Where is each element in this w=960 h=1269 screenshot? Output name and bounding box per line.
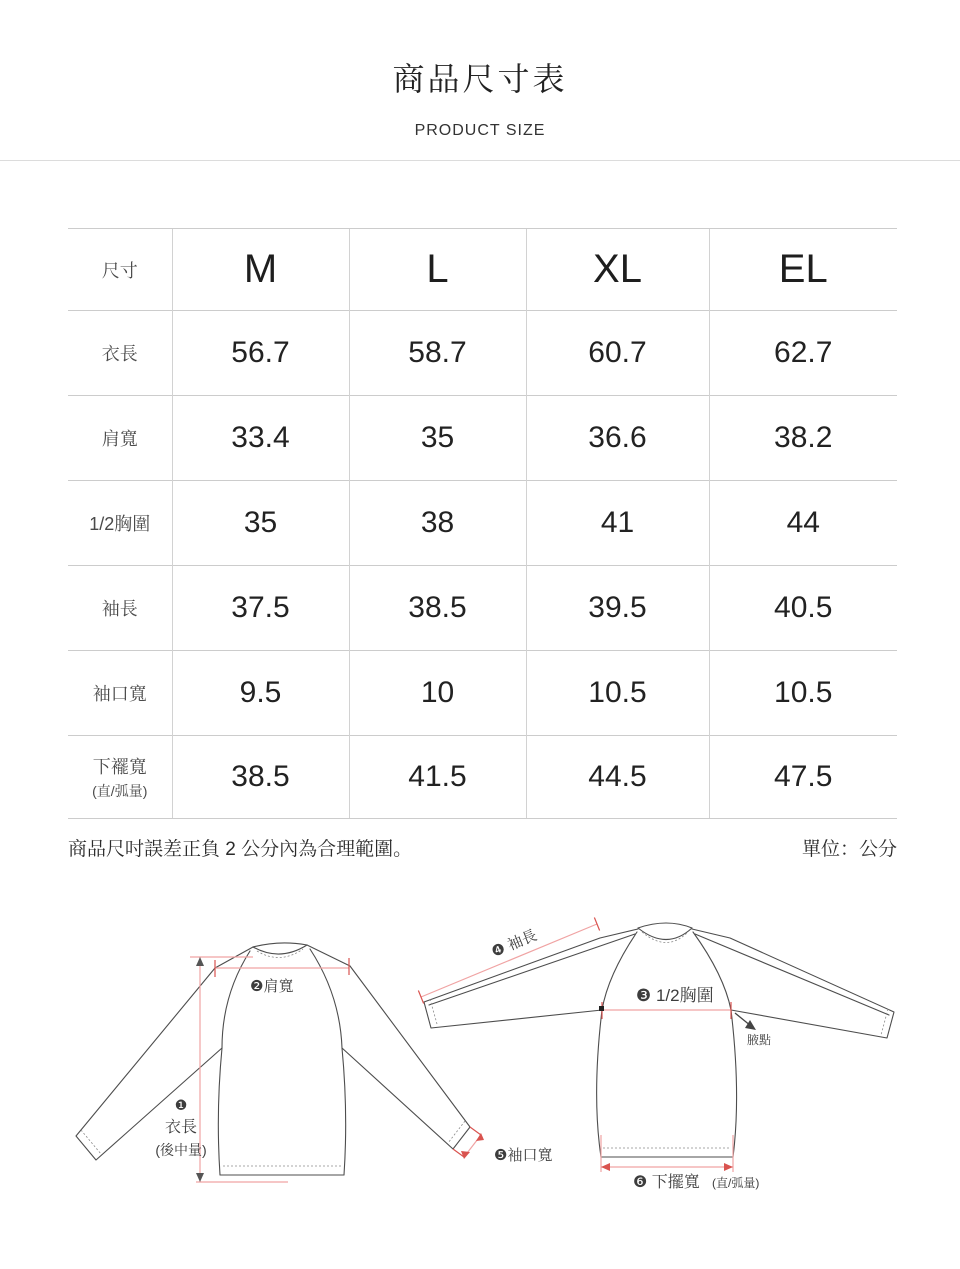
front-shirt-annotations [418,918,771,1191]
label-length-number: ❶ [174,1097,188,1113]
tolerance-note: 商品尺吋誤差正負 2 公分內為合理範圍。 [68,839,413,860]
cell-value: 39.5 [526,566,709,651]
table-row-sleeve [68,566,897,651]
size-column-header-xl: XL [526,229,709,311]
cell-value: 38.5 [172,736,349,819]
size-table [68,228,897,819]
measurement-diagram [0,890,960,1269]
table-row-shoulder [68,396,897,481]
row-label-sub: (直/弧量) [92,783,148,799]
cell-value: 44 [709,481,897,566]
cell-value: 37.5 [172,566,349,651]
row-label-main: 下襬寬 [92,757,147,777]
footnote [68,834,897,861]
label-length: 衣長 [164,1119,198,1136]
table-row-length [68,311,897,396]
cell-value: 9.5 [172,651,349,736]
cell-value: 41 [526,481,709,566]
row-label: 衣長 [68,311,172,396]
cell-value: 44.5 [526,736,709,819]
label-length-sub: (後中量) [155,1142,207,1158]
table-row-chest [68,481,897,566]
row-label: 袖口寬 [68,651,172,736]
cell-value: 33.4 [172,396,349,481]
cell-value: 38.2 [709,396,897,481]
label-half-chest: ❸ 1/2胸圍 [636,986,714,1005]
label-shoulder-width: ❷肩寬 [250,978,294,995]
cell-value: 38.5 [349,566,526,651]
sleeve-measure-line [421,924,597,997]
back-shirt-annotations [155,957,552,1182]
label-hem-width-sub: (直/弧量) [712,1176,760,1190]
unit-note: 單位：公分 [801,839,897,860]
cell-value: 41.5 [349,736,526,819]
cell-value: 62.7 [709,311,897,396]
header-divider [0,160,960,161]
row-label: 1/2胸圍 [68,481,172,566]
label-hem-width: ❻ 下擺寬 [633,1174,700,1191]
cell-value: 60.7 [526,311,709,396]
cell-value: 47.5 [709,736,897,819]
row-label: 肩寬 [68,396,172,481]
page-title: 商品尺寸表 [392,61,568,97]
cell-value: 36.6 [526,396,709,481]
size-table-header-row [68,229,897,311]
cell-value: 35 [172,481,349,566]
cell-value: 35 [349,396,526,481]
row-label [68,736,172,819]
size-table-corner-label: 尺寸 [68,229,172,311]
label-cuff-width: ❺袖口寬 [494,1147,553,1164]
cell-value: 10 [349,651,526,736]
table-row-cuff [68,651,897,736]
cell-value: 10.5 [709,651,897,736]
page-subtitle: PRODUCT SIZE [414,122,546,139]
cell-value: 58.7 [349,311,526,396]
cell-value: 10.5 [526,651,709,736]
table-row-hem [68,736,897,819]
size-column-header-el: EL [709,229,897,311]
size-column-header-l: L [349,229,526,311]
size-column-header-m: M [172,229,349,311]
cell-value: 38 [349,481,526,566]
cell-value: 40.5 [709,566,897,651]
row-label: 袖長 [68,566,172,651]
label-sleeve-length: ❹ 袖長 [489,926,540,961]
cell-value: 56.7 [172,311,349,396]
label-armpit: 腋點 [747,1033,772,1047]
